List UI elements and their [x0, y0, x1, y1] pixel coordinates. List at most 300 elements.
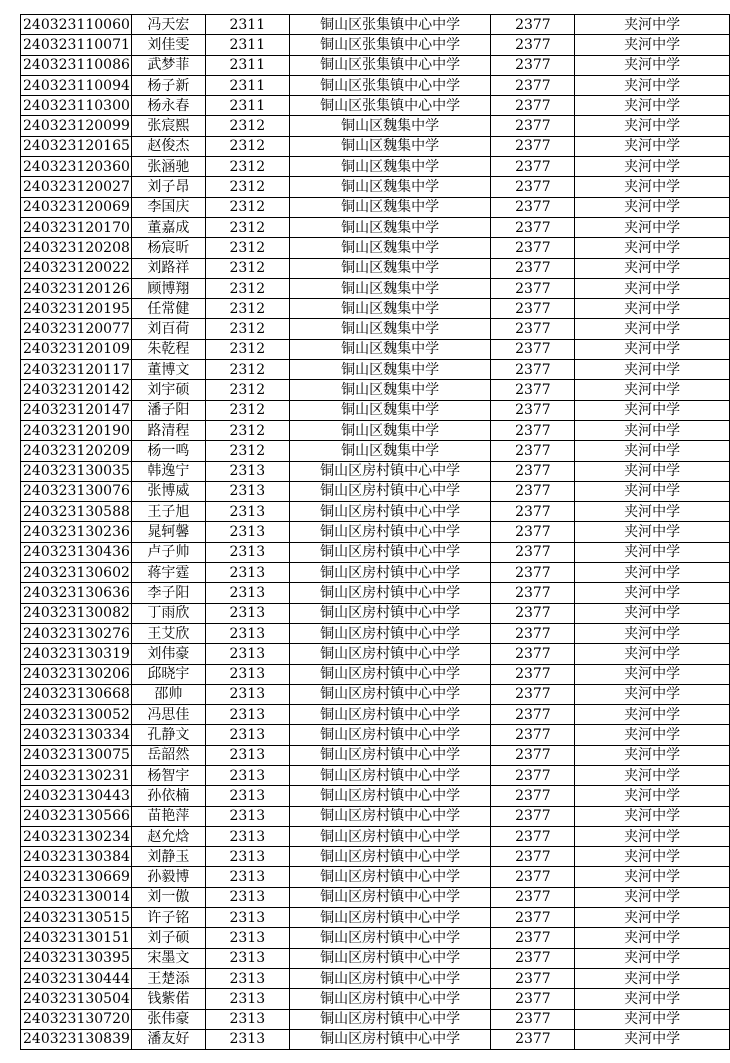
student-name-cell: 张博威	[131, 481, 205, 501]
target-code-cell: 2377	[491, 887, 575, 907]
school-code-cell: 2313	[205, 908, 289, 928]
school-name-cell: 铜山区房村镇中心中学	[289, 948, 491, 968]
school-name-cell: 铜山区房村镇中心中学	[289, 887, 491, 907]
target-code-cell: 2377	[491, 136, 575, 156]
student-name-cell: 许子铭	[131, 908, 205, 928]
school-code-cell: 2313	[205, 887, 289, 907]
exam-id-cell: 240323130384	[21, 847, 132, 867]
table-row	[21, 786, 730, 806]
school-code-cell: 2313	[205, 563, 289, 583]
table-row	[21, 887, 730, 907]
target-school-cell: 夹河中学	[575, 197, 730, 217]
exam-id-cell: 240323110071	[21, 35, 132, 55]
exam-id-cell: 240323120195	[21, 299, 132, 319]
target-school-cell: 夹河中学	[575, 664, 730, 684]
target-school-cell: 夹河中学	[575, 461, 730, 481]
school-code-cell: 2313	[205, 928, 289, 948]
student-name-cell: 杨智宇	[131, 765, 205, 785]
student-name-cell: 孙毅博	[131, 867, 205, 887]
student-name-cell: 张伟豪	[131, 1009, 205, 1029]
exam-id-cell: 240323130234	[21, 826, 132, 846]
school-name-cell: 铜山区魏集中学	[289, 157, 491, 177]
student-name-cell: 李国庆	[131, 197, 205, 217]
target-school-cell: 夹河中学	[575, 705, 730, 725]
school-name-cell: 铜山区房村镇中心中学	[289, 623, 491, 643]
target-school-cell: 夹河中学	[575, 339, 730, 359]
target-code-cell: 2377	[491, 664, 575, 684]
exam-id-cell: 240323120208	[21, 238, 132, 258]
target-code-cell: 2377	[491, 542, 575, 562]
school-name-cell: 铜山区房村镇中心中学	[289, 684, 491, 704]
target-code-cell: 2377	[491, 968, 575, 988]
target-code-cell: 2377	[491, 96, 575, 116]
table-row	[21, 989, 730, 1009]
school-code-cell: 2313	[205, 603, 289, 623]
school-code-cell: 2313	[205, 684, 289, 704]
table-row	[21, 826, 730, 846]
student-name-cell: 李子阳	[131, 583, 205, 603]
exam-id-cell: 240323130839	[21, 1029, 132, 1049]
exam-id-cell: 240323130444	[21, 968, 132, 988]
school-name-cell: 铜山区房村镇中心中学	[289, 826, 491, 846]
exam-id-cell: 240323130076	[21, 481, 132, 501]
student-name-cell: 路清程	[131, 420, 205, 440]
exam-id-cell: 240323130151	[21, 928, 132, 948]
school-name-cell: 铜山区房村镇中心中学	[289, 908, 491, 928]
table-row	[21, 765, 730, 785]
student-name-cell: 刘一傲	[131, 887, 205, 907]
target-school-cell: 夹河中学	[575, 55, 730, 75]
school-name-cell: 铜山区张集镇中心中学	[289, 35, 491, 55]
target-school-cell: 夹河中学	[575, 136, 730, 156]
table-row	[21, 1009, 730, 1029]
target-school-cell: 夹河中学	[575, 908, 730, 928]
school-code-cell: 2311	[205, 35, 289, 55]
exam-id-cell: 240323120360	[21, 157, 132, 177]
school-code-cell: 2312	[205, 380, 289, 400]
target-code-cell: 2377	[491, 441, 575, 461]
student-name-cell: 杨子新	[131, 75, 205, 95]
target-code-cell: 2377	[491, 177, 575, 197]
exam-id-cell: 240323120117	[21, 360, 132, 380]
table-row	[21, 502, 730, 522]
school-name-cell: 铜山区魏集中学	[289, 136, 491, 156]
student-name-cell: 韩逸宁	[131, 461, 205, 481]
table-row	[21, 806, 730, 826]
target-code-cell: 2377	[491, 461, 575, 481]
target-code-cell: 2377	[491, 1009, 575, 1029]
table-row	[21, 563, 730, 583]
school-name-cell: 铜山区房村镇中心中学	[289, 867, 491, 887]
student-name-cell: 刘宇硕	[131, 380, 205, 400]
school-code-cell: 2313	[205, 948, 289, 968]
school-name-cell: 铜山区魏集中学	[289, 177, 491, 197]
exam-id-cell: 240323110094	[21, 75, 132, 95]
school-name-cell: 铜山区房村镇中心中学	[289, 989, 491, 1009]
school-code-cell: 2313	[205, 664, 289, 684]
target-school-cell: 夹河中学	[575, 116, 730, 136]
target-code-cell: 2377	[491, 157, 575, 177]
exam-id-cell: 240323130236	[21, 522, 132, 542]
student-name-cell: 邵帅	[131, 684, 205, 704]
table-row	[21, 644, 730, 664]
school-name-cell: 铜山区房村镇中心中学	[289, 1009, 491, 1029]
student-name-cell: 苗艳萍	[131, 806, 205, 826]
school-name-cell: 铜山区房村镇中心中学	[289, 806, 491, 826]
school-code-cell: 2313	[205, 847, 289, 867]
target-code-cell: 2377	[491, 15, 575, 35]
student-name-cell: 冯思佳	[131, 705, 205, 725]
exam-id-cell: 240323130276	[21, 623, 132, 643]
school-code-cell: 2311	[205, 96, 289, 116]
student-name-cell: 朱乾程	[131, 339, 205, 359]
exam-id-cell: 240323130636	[21, 583, 132, 603]
school-code-cell: 2313	[205, 806, 289, 826]
school-code-cell: 2312	[205, 319, 289, 339]
student-name-cell: 刘百荷	[131, 319, 205, 339]
table-row	[21, 1029, 730, 1049]
school-name-cell: 铜山区房村镇中心中学	[289, 583, 491, 603]
table-row	[21, 360, 730, 380]
table-row	[21, 136, 730, 156]
exam-id-cell: 240323120142	[21, 380, 132, 400]
school-code-cell: 2312	[205, 197, 289, 217]
table-row	[21, 278, 730, 298]
exam-id-cell: 240323130082	[21, 603, 132, 623]
target-school-cell: 夹河中学	[575, 847, 730, 867]
student-name-cell: 顾博翔	[131, 278, 205, 298]
school-name-cell: 铜山区房村镇中心中学	[289, 664, 491, 684]
target-school-cell: 夹河中学	[575, 928, 730, 948]
school-code-cell: 2313	[205, 705, 289, 725]
target-school-cell: 夹河中学	[575, 217, 730, 237]
student-name-cell: 刘静玉	[131, 847, 205, 867]
target-school-cell: 夹河中学	[575, 745, 730, 765]
table-row	[21, 299, 730, 319]
exam-id-cell: 240323130075	[21, 745, 132, 765]
school-name-cell: 铜山区魏集中学	[289, 380, 491, 400]
exam-id-cell: 240323120027	[21, 177, 132, 197]
table-row	[21, 583, 730, 603]
target-code-cell: 2377	[491, 420, 575, 440]
school-code-cell: 2312	[205, 157, 289, 177]
exam-id-cell: 240323120022	[21, 258, 132, 278]
exam-id-cell: 240323130319	[21, 644, 132, 664]
school-name-cell: 铜山区房村镇中心中学	[289, 563, 491, 583]
roster-table-body	[21, 15, 730, 1050]
student-name-cell: 武梦菲	[131, 55, 205, 75]
student-name-cell: 丁雨欣	[131, 603, 205, 623]
school-code-cell: 2312	[205, 258, 289, 278]
school-code-cell: 2311	[205, 15, 289, 35]
student-name-cell: 宋墨文	[131, 948, 205, 968]
target-school-cell: 夹河中学	[575, 684, 730, 704]
exam-id-cell: 240323130395	[21, 948, 132, 968]
target-code-cell: 2377	[491, 502, 575, 522]
school-name-cell: 铜山区房村镇中心中学	[289, 461, 491, 481]
student-name-cell: 赵允焓	[131, 826, 205, 846]
target-school-cell: 夹河中学	[575, 563, 730, 583]
target-code-cell: 2377	[491, 908, 575, 928]
table-row	[21, 847, 730, 867]
target-code-cell: 2377	[491, 623, 575, 643]
exam-id-cell: 240323130515	[21, 908, 132, 928]
school-code-cell: 2312	[205, 299, 289, 319]
exam-id-cell: 240323120165	[21, 136, 132, 156]
target-code-cell: 2377	[491, 948, 575, 968]
student-name-cell: 王艾欣	[131, 623, 205, 643]
target-code-cell: 2377	[491, 847, 575, 867]
exam-id-cell: 240323110086	[21, 55, 132, 75]
student-name-cell: 孙依楠	[131, 786, 205, 806]
target-school-cell: 夹河中学	[575, 400, 730, 420]
table-row	[21, 35, 730, 55]
student-name-cell: 赵俊杰	[131, 136, 205, 156]
student-name-cell: 岳韶然	[131, 745, 205, 765]
exam-id-cell: 240323120126	[21, 278, 132, 298]
exam-id-cell: 240323130566	[21, 806, 132, 826]
school-name-cell: 铜山区魏集中学	[289, 420, 491, 440]
target-code-cell: 2377	[491, 583, 575, 603]
school-code-cell: 2312	[205, 116, 289, 136]
table-row	[21, 928, 730, 948]
school-code-cell: 2313	[205, 502, 289, 522]
table-row	[21, 319, 730, 339]
table-row	[21, 542, 730, 562]
target-school-cell: 夹河中学	[575, 360, 730, 380]
target-school-cell: 夹河中学	[575, 177, 730, 197]
target-school-cell: 夹河中学	[575, 278, 730, 298]
table-row	[21, 380, 730, 400]
school-name-cell: 铜山区房村镇中心中学	[289, 603, 491, 623]
school-name-cell: 铜山区魏集中学	[289, 238, 491, 258]
exam-id-cell: 240323130720	[21, 1009, 132, 1029]
exam-id-cell: 240323130588	[21, 502, 132, 522]
target-school-cell: 夹河中学	[575, 806, 730, 826]
target-code-cell: 2377	[491, 1029, 575, 1049]
school-name-cell: 铜山区房村镇中心中学	[289, 786, 491, 806]
exam-id-cell: 240323120147	[21, 400, 132, 420]
exam-id-cell: 240323120170	[21, 217, 132, 237]
table-row	[21, 197, 730, 217]
exam-id-cell: 240323120109	[21, 339, 132, 359]
exam-id-cell: 240323120209	[21, 441, 132, 461]
target-code-cell: 2377	[491, 786, 575, 806]
school-name-cell: 铜山区魏集中学	[289, 339, 491, 359]
table-row	[21, 157, 730, 177]
school-name-cell: 铜山区魏集中学	[289, 278, 491, 298]
student-name-cell: 张宸熙	[131, 116, 205, 136]
school-name-cell: 铜山区房村镇中心中学	[289, 522, 491, 542]
table-row	[21, 420, 730, 440]
table-row	[21, 461, 730, 481]
school-name-cell: 铜山区张集镇中心中学	[289, 96, 491, 116]
student-name-cell: 钱紫偌	[131, 989, 205, 1009]
table-row	[21, 908, 730, 928]
target-code-cell: 2377	[491, 481, 575, 501]
school-code-cell: 2313	[205, 1009, 289, 1029]
table-row	[21, 603, 730, 623]
target-code-cell: 2377	[491, 400, 575, 420]
student-name-cell: 刘路祥	[131, 258, 205, 278]
target-code-cell: 2377	[491, 339, 575, 359]
student-name-cell: 蒋宇霆	[131, 563, 205, 583]
exam-id-cell: 240323130436	[21, 542, 132, 562]
school-name-cell: 铜山区房村镇中心中学	[289, 725, 491, 745]
target-code-cell: 2377	[491, 75, 575, 95]
school-code-cell: 2311	[205, 75, 289, 95]
target-school-cell: 夹河中学	[575, 1009, 730, 1029]
target-school-cell: 夹河中学	[575, 725, 730, 745]
school-name-cell: 铜山区房村镇中心中学	[289, 847, 491, 867]
table-row	[21, 441, 730, 461]
student-name-cell: 董嘉成	[131, 217, 205, 237]
school-name-cell: 铜山区房村镇中心中学	[289, 928, 491, 948]
school-name-cell: 铜山区魏集中学	[289, 217, 491, 237]
exam-id-cell: 240323130668	[21, 684, 132, 704]
target-school-cell: 夹河中学	[575, 583, 730, 603]
school-code-cell: 2313	[205, 1029, 289, 1049]
student-name-cell: 杨一鸣	[131, 441, 205, 461]
school-code-cell: 2311	[205, 55, 289, 75]
school-code-cell: 2313	[205, 725, 289, 745]
school-code-cell: 2312	[205, 339, 289, 359]
table-row	[21, 948, 730, 968]
table-row	[21, 400, 730, 420]
school-name-cell: 铜山区魏集中学	[289, 360, 491, 380]
target-code-cell: 2377	[491, 217, 575, 237]
target-code-cell: 2377	[491, 360, 575, 380]
target-school-cell: 夹河中学	[575, 15, 730, 35]
school-code-cell: 2312	[205, 217, 289, 237]
school-name-cell: 铜山区魏集中学	[289, 116, 491, 136]
table-row	[21, 217, 730, 237]
target-code-cell: 2377	[491, 806, 575, 826]
target-code-cell: 2377	[491, 826, 575, 846]
target-code-cell: 2377	[491, 258, 575, 278]
exam-id-cell: 240323130206	[21, 664, 132, 684]
school-code-cell: 2313	[205, 989, 289, 1009]
target-code-cell: 2377	[491, 928, 575, 948]
school-name-cell: 铜山区魏集中学	[289, 197, 491, 217]
school-name-cell: 铜山区张集镇中心中学	[289, 55, 491, 75]
target-school-cell: 夹河中学	[575, 481, 730, 501]
target-code-cell: 2377	[491, 603, 575, 623]
exam-id-cell: 240323130231	[21, 765, 132, 785]
table-row	[21, 55, 730, 75]
student-name-cell: 刘佳雯	[131, 35, 205, 55]
target-school-cell: 夹河中学	[575, 319, 730, 339]
target-code-cell: 2377	[491, 745, 575, 765]
target-school-cell: 夹河中学	[575, 623, 730, 643]
exam-id-cell: 240323130602	[21, 563, 132, 583]
student-name-cell: 王楚添	[131, 968, 205, 988]
table-row	[21, 116, 730, 136]
school-name-cell: 铜山区房村镇中心中学	[289, 745, 491, 765]
exam-id-cell: 240323120190	[21, 420, 132, 440]
student-name-cell: 卢子帅	[131, 542, 205, 562]
target-school-cell: 夹河中学	[575, 786, 730, 806]
school-code-cell: 2313	[205, 481, 289, 501]
table-row	[21, 705, 730, 725]
target-code-cell: 2377	[491, 55, 575, 75]
target-school-cell: 夹河中学	[575, 542, 730, 562]
school-code-cell: 2312	[205, 400, 289, 420]
exam-id-cell: 240323120077	[21, 319, 132, 339]
table-row	[21, 96, 730, 116]
table-row	[21, 238, 730, 258]
target-school-cell: 夹河中学	[575, 603, 730, 623]
school-code-cell: 2312	[205, 177, 289, 197]
student-name-cell: 杨永春	[131, 96, 205, 116]
exam-id-cell: 240323130443	[21, 786, 132, 806]
exam-id-cell: 240323130334	[21, 725, 132, 745]
target-school-cell: 夹河中学	[575, 989, 730, 1009]
target-code-cell: 2377	[491, 238, 575, 258]
school-code-cell: 2313	[205, 968, 289, 988]
school-code-cell: 2313	[205, 867, 289, 887]
target-school-cell: 夹河中学	[575, 968, 730, 988]
school-code-cell: 2312	[205, 136, 289, 156]
exam-id-cell: 240323130035	[21, 461, 132, 481]
school-name-cell: 铜山区房村镇中心中学	[289, 765, 491, 785]
target-school-cell: 夹河中学	[575, 867, 730, 887]
target-code-cell: 2377	[491, 278, 575, 298]
target-code-cell: 2377	[491, 197, 575, 217]
target-code-cell: 2377	[491, 522, 575, 542]
table-row	[21, 867, 730, 887]
table-row	[21, 725, 730, 745]
target-school-cell: 夹河中学	[575, 522, 730, 542]
target-code-cell: 2377	[491, 116, 575, 136]
student-name-cell: 邱晓宇	[131, 664, 205, 684]
exam-id-cell: 240323130669	[21, 867, 132, 887]
school-code-cell: 2313	[205, 826, 289, 846]
school-name-cell: 铜山区房村镇中心中学	[289, 502, 491, 522]
school-name-cell: 铜山区房村镇中心中学	[289, 968, 491, 988]
table-row	[21, 339, 730, 359]
school-code-cell: 2312	[205, 360, 289, 380]
student-name-cell: 潘友好	[131, 1029, 205, 1049]
exam-id-cell: 240323110300	[21, 96, 132, 116]
school-name-cell: 铜山区房村镇中心中学	[289, 1029, 491, 1049]
target-school-cell: 夹河中学	[575, 157, 730, 177]
student-name-cell: 张涵驰	[131, 157, 205, 177]
student-name-cell: 冯天宏	[131, 15, 205, 35]
target-school-cell: 夹河中学	[575, 1029, 730, 1049]
target-code-cell: 2377	[491, 299, 575, 319]
table-row	[21, 664, 730, 684]
table-row	[21, 968, 730, 988]
target-school-cell: 夹河中学	[575, 96, 730, 116]
target-code-cell: 2377	[491, 644, 575, 664]
target-code-cell: 2377	[491, 563, 575, 583]
student-name-cell: 王子旭	[131, 502, 205, 522]
target-code-cell: 2377	[491, 867, 575, 887]
school-name-cell: 铜山区魏集中学	[289, 400, 491, 420]
student-name-cell: 潘子阳	[131, 400, 205, 420]
table-row	[21, 75, 730, 95]
exam-id-cell: 240323120069	[21, 197, 132, 217]
target-code-cell: 2377	[491, 35, 575, 55]
school-code-cell: 2313	[205, 461, 289, 481]
target-school-cell: 夹河中学	[575, 299, 730, 319]
school-name-cell: 铜山区房村镇中心中学	[289, 705, 491, 725]
school-code-cell: 2312	[205, 441, 289, 461]
target-code-cell: 2377	[491, 765, 575, 785]
table-row	[21, 684, 730, 704]
target-school-cell: 夹河中学	[575, 420, 730, 440]
